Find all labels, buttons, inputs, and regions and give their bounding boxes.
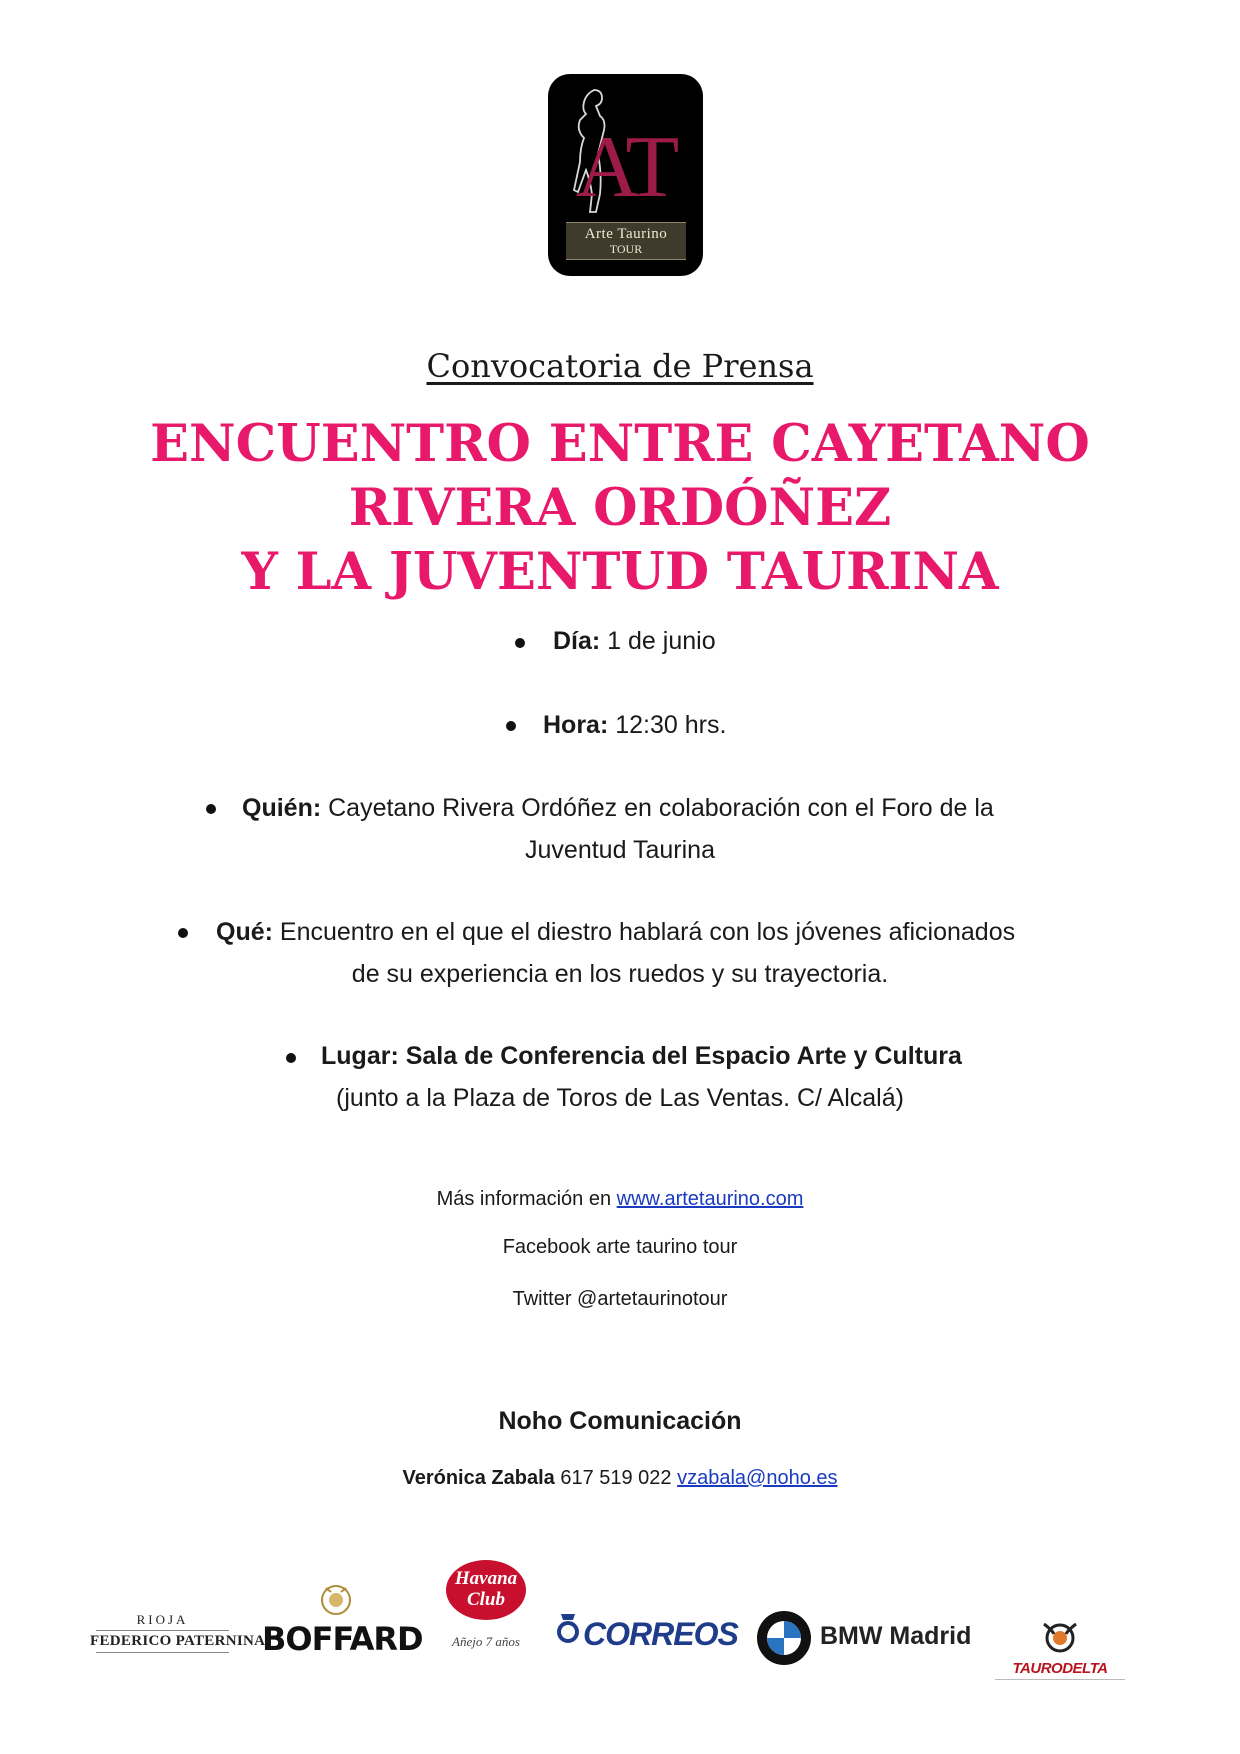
quien-value: Cayetano Rivera Ordóñez en colaboración con el Foro de la xyxy=(321,794,994,822)
bullet-dia xyxy=(515,638,525,648)
boffard-crest-icon xyxy=(316,1580,356,1620)
logo-mark: AT xyxy=(575,119,676,216)
que-label: Qué: xyxy=(216,918,273,946)
havana-sub: Añejo 7 años xyxy=(452,1634,520,1649)
sponsor-boffard-logo xyxy=(262,1580,423,1658)
hora-label: Hora: xyxy=(543,711,609,739)
lugar-label: Lugar: Sala de Conferencia del Espacio Arte y Cultura xyxy=(321,1042,962,1070)
item-que-cont: de su experiencia en los ruedos y su trayectoria. xyxy=(351,960,889,988)
correos-crown-horn-icon xyxy=(553,1610,583,1648)
more-info-prefix: Más información en xyxy=(436,1188,617,1210)
havana-word-1: Havana xyxy=(454,1568,518,1589)
twitter-line: Twitter @artetaurinotour xyxy=(512,1288,728,1310)
logo-line-1: Arte Taurino xyxy=(584,226,668,242)
dia-label: Día: xyxy=(553,627,601,655)
paternina-name: FEDERICO PATERNINA xyxy=(90,1633,266,1649)
facebook-line: Facebook arte taurino tour xyxy=(502,1236,738,1258)
paternina-rule xyxy=(96,1630,229,1631)
item-quien-cont: Juventud Taurina xyxy=(525,836,715,864)
sponsor-paternina-logo xyxy=(90,1612,266,1655)
bullet-que xyxy=(178,928,188,938)
title-line-2: RIVERA ORDÓÑEZ xyxy=(348,478,892,538)
item-hora xyxy=(543,704,726,746)
taurodelta-rule xyxy=(995,1679,1125,1680)
item-que xyxy=(216,911,1015,953)
website-link[interactable]: www.artetaurino.com xyxy=(616,1188,804,1210)
more-info-line xyxy=(0,1188,1240,1211)
title-line-3: Y LA JUVENTUD TAURINA xyxy=(241,542,999,602)
item-lugar-cont: (junto a la Plaza de Toros de Las Ventas. C/ Alcalá) xyxy=(336,1084,904,1112)
bmw-roundel-icon xyxy=(756,1610,812,1666)
contact-phone: 617 519 022 xyxy=(554,1467,678,1489)
havana-word-2: Club xyxy=(466,1589,506,1610)
havana-badge xyxy=(446,1560,526,1620)
sponsor-havana-club-logo xyxy=(442,1560,530,1650)
hora-value: 12:30 hrs. xyxy=(608,711,727,739)
logo-line-2: TOUR xyxy=(609,242,643,256)
convocatoria-heading: Convocatoria de Prensa xyxy=(426,347,814,385)
sponsor-taurodelta-logo xyxy=(995,1618,1125,1680)
contact-email-link[interactable]: vzabala@noho.es xyxy=(677,1467,838,1489)
title-line-1: ENCUENTRO ENTRE CAYETANO xyxy=(150,414,1090,474)
contact-name: Verónica Zabala xyxy=(402,1467,555,1489)
bullet-lugar xyxy=(286,1053,296,1063)
bullet-quien xyxy=(206,804,216,814)
item-quien xyxy=(242,787,994,829)
bmw-name: BMW Madrid xyxy=(820,1622,972,1650)
paternina-rioja: RIOJA xyxy=(136,1612,189,1627)
que-value: Encuentro en el que el diestro hablará con los jóvenes aficionados xyxy=(272,918,1016,946)
quien-label: Quién: xyxy=(242,794,322,822)
bullet-hora xyxy=(506,721,516,731)
arte-taurino-logo xyxy=(548,74,703,276)
contact-line xyxy=(0,1467,1240,1490)
taurodelta-name: TAURODELTA xyxy=(1012,1660,1108,1677)
page-title xyxy=(0,412,1240,604)
boffard-name: BOFFARD xyxy=(262,1620,423,1658)
correos-name: CORREOS xyxy=(583,1616,738,1652)
agency-name: Noho Comunicación xyxy=(498,1407,742,1435)
dia-value: 1 de junio xyxy=(600,627,716,655)
taurodelta-bull-icon xyxy=(1040,1618,1080,1656)
item-lugar xyxy=(321,1035,962,1077)
paternina-rule-bottom xyxy=(96,1652,229,1653)
item-dia xyxy=(553,620,716,662)
